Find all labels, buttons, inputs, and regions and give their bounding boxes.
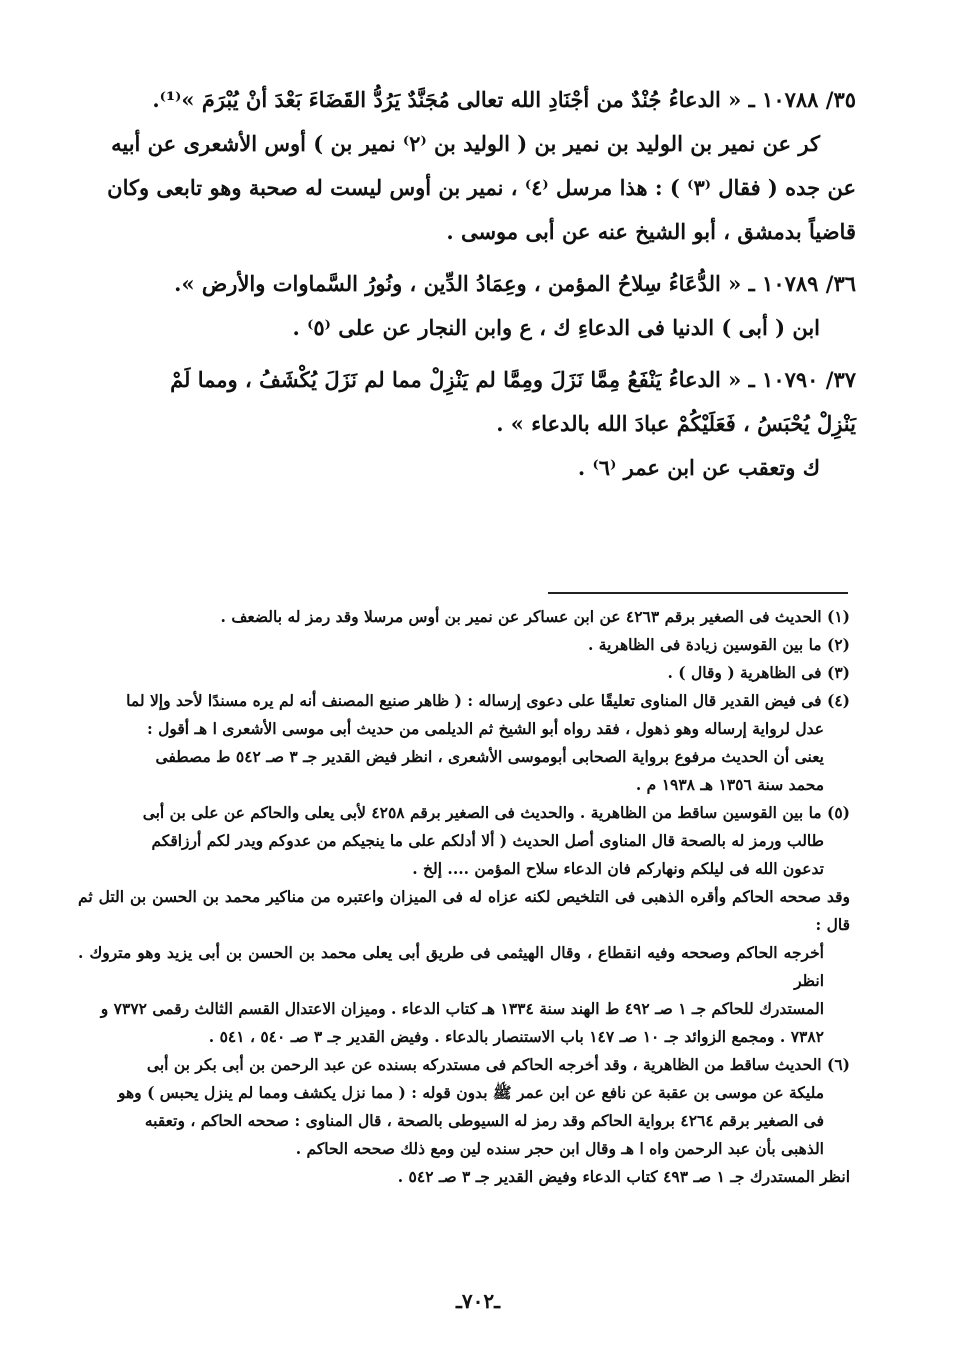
footnotes: [78, 603, 850, 1191]
footnote-6-reference: [78, 1163, 850, 1191]
hadith-continuation: يَنْزِلْ يُحْبَسُ ، فَعَلَيْكُمْ عبادَ الله بالدعاء » .: [496, 411, 856, 436]
footnote-line: (٣) فى الظاهرية ( وقال ) .: [667, 663, 850, 682]
footnote-line: (٦) الحديث ساقط من الظاهرية ، وقد أخرجه الحاكم فى مستدركه بسنده عن عبد الرحمن بن أبى بكر بن أبى: [146, 1055, 850, 1074]
footnote-4: [78, 687, 850, 799]
footnote-5: [78, 799, 850, 883]
footnote-line: وقد صححه الحاكم وأقره الذهبى فى التلخيص لكنه عزاه له فى الميزان واعتبره من مناكير محمد بن الحسن بن التل ثم قال :: [78, 887, 850, 934]
footnote-line: (١) الحديث فى الصغير برقم ٤٢٦٣ عن ابن عساكر عن نمير بن أوس مرسلا وقد رمز له بالضعف .: [220, 607, 850, 626]
footnote-line: فى الصغير برقم ٤٢٦٤ برواية الحاكم وقد رمز له السيوطى بالصحة ، قال المناوى : صححه الحاكم ، وتعقبه: [144, 1111, 824, 1130]
hadith-entry-35: [70, 78, 856, 254]
footnote-5-continued: [78, 883, 850, 1051]
footnote-line: المستدرك للحاكم جـ ١ صـ ٤٩٢ ط الهند سنة ١٣٣٤ هـ كتاب الدعاء . وميزان الاعتدال القسم الثالث رقمى ٧٣٧٢ و: [100, 999, 824, 1018]
hadith-line: [70, 358, 856, 402]
footnote-line: (٤) فى فيض القدير قال المناوى تعليقًا على دعوى إرساله : ( ظاهر صنيع المصنف أنه لم يره مسندًا لأحد وإلا لما: [126, 691, 850, 710]
footnote-line: عدل لرواية إرساله وهو ذهول ، فقد رواه أبو الشيخ ثم الديلمى من حديث أبى موسى الأشعرى ا هـ أقول :: [146, 719, 824, 738]
footnote-line: محمد سنة ١٣٥٦ هـ ١٩٣٨ م .: [635, 775, 824, 794]
footnote-line: أخرجه الحاكم وصححه وفيه انقطاع ، وقال الهيثمى فى طريق أبى يعلى محمد بن الحسن بن أبى يزيد وهو متروك . انظر: [78, 943, 824, 990]
source-line: ابن ( أبى ) الدنيا فى الدعاءِ ك ، ع وابن النجار عن على ⁽٥⁾ .: [292, 315, 820, 340]
hadith-number: ٣٧/ ١٠٧٩٠ ـ: [748, 367, 856, 392]
footnote-2: [78, 631, 850, 659]
hadith-entry-36: [70, 262, 856, 350]
footnote-line: (٥) ما بين القوسين ساقط من الظاهرية . والحديث فى الصغير برقم ٤٢٥٨ لأبى يعلى والحاكم عن على بن أبى: [142, 803, 850, 822]
footnote-line: تدعون الله فى ليلكم ونهاركم فان الدعاء سلاح المؤمن .... إلخ .: [412, 859, 824, 878]
hadith-line: [70, 78, 856, 122]
hadith-line: [70, 262, 856, 306]
footnote-line: الذهبى بأن عبد الرحمن واه ا هـ وقال ابن حجر سنده لين ومع ذلك صححه الحاكم .: [295, 1139, 824, 1158]
hadith-entry-37: [70, 358, 856, 490]
footnote-line: انظر المستدرك جـ ١ صـ ٤٩٣ كتاب الدعاء وفيض القدير جـ ٣ صـ ٥٤٢ .: [397, 1167, 850, 1186]
source-line: عن جده ( فقال ⁽٣⁾ ) : هذا مرسل ⁽٤⁾ ، نمير بن أوس ليست له صحبة وهو تابعى وكان: [107, 175, 856, 200]
source-line: كر عن نمير بن الوليد بن نمير بن ( الوليد بن ⁽٢⁾ نمير بن ) أوس الأشعرى عن أبيه: [111, 131, 820, 156]
footnote-line: (٢) ما بين القوسين زيادة فى الظاهرية .: [587, 635, 850, 654]
hadith-text: « الدُّعَاءُ سِلاحُ المؤمن ، وعِمَادُ الدِّين ، ونُورُ السَّماوات والأرض ».: [174, 271, 742, 296]
hadith-text: « الدعاءُ يَنْفَعُ مِمَّا نَزَلَ ومِمَّا لم يَنْزِلْ مما لم نَزَلَ يُكْشَفُ ، ومما لَمْ: [170, 367, 742, 392]
footnote-divider: [548, 592, 848, 594]
footnote-line: يعنى أن الحديث مرفوع برواية الصحابى أبوموسى الأشعرى ، انظر فيض القدير جـ ٣ صـ ٥٤٢ ط مصطفى: [155, 747, 824, 766]
footnote-line: طالب ورمز له بالصحة قال المناوى أصل الحديث ( ألا أدلكم على ما ينجيكم من عدوكم ويدر لكم أرزاقكم: [151, 831, 824, 850]
hadith-number: ٣٦/ ١٠٧٨٩ ـ: [748, 271, 856, 296]
hadith-number: ٣٥/ ١٠٧٨٨ ـ: [748, 87, 856, 112]
footnote-line: مليكة عن موسى بن عقبة عن نافع عن ابن عمر ﷺ بدون قوله : ( مما نزل يكشف ومما لم ينزل يحبس ) وهو: [118, 1083, 824, 1102]
hadith-text: « الدعاءُ جُنْدٌ من أجْنَادِ الله تعالى مُجَنَّدٌ يَرُدُّ القَضَاءَ بَعْدَ أنْ يُبْرَمَ »⁽¹⁾.: [152, 87, 742, 112]
main-text: [70, 78, 856, 498]
footnote-line: ٧٣٨٢ . ومجمع الزوائد جـ ١٠ صـ ١٤٧ باب الاستنصار بالدعاء . وفيض القدير جـ ٣ صـ ٥٤٠ ، ٥٤١ .: [208, 1027, 824, 1046]
source-line: قاضياً بدمشق ، أبو الشيخ عنه عن أبى موسى .: [446, 219, 856, 244]
footnote-1: [78, 603, 850, 631]
footnote-6: [78, 1051, 850, 1163]
page-number: ـ٧٠٢ـ: [456, 1289, 500, 1313]
source-line: ك وتعقب عن ابن عمر ⁽٦⁾ .: [577, 455, 820, 480]
footnote-3: [78, 659, 850, 687]
